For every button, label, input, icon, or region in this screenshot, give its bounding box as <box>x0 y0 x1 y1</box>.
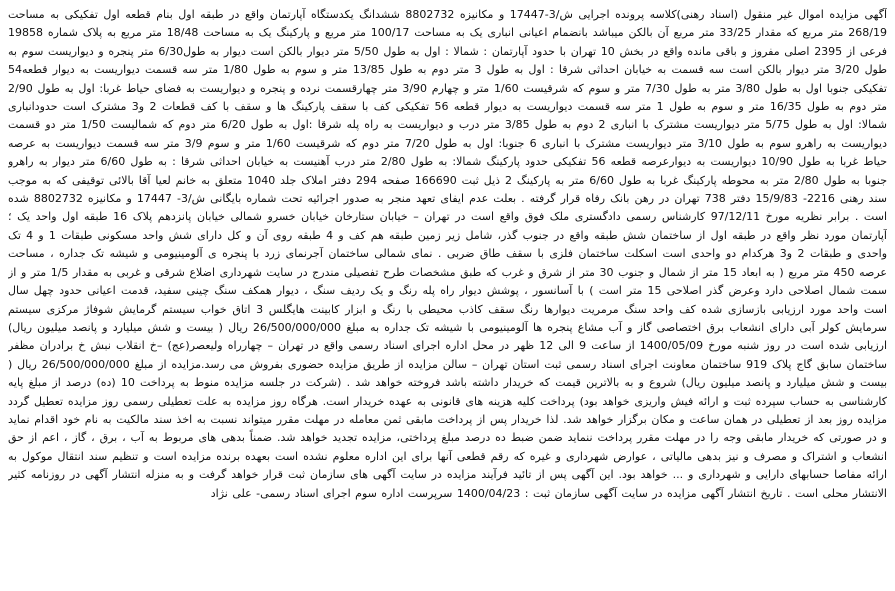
auction-notice <box>8 6 887 587</box>
notice-body-text: آگهی مزایده اموال غیر منقول (اسناد رهنی)کلاسه پرونده اجرایی ش/3-17447 و مکانیزه 8802732 ششدانگ یکدستگاه آپارتمان واقع در طبقه اول بنام قطعه اول تفکیکی به مساحت 268/19 متر مربع که مقدار 33/25 متر مربع آن بالکن میباشد بانضمام اعیانی انباری یک به مساحت 100/17 متر مربع و پارکینگ یک به مساحت 18/48 متر مربع به پلاک شماره 19858 فرعی از 2395 اصلی مفروز و باقی مانده واقع در بخش 10 تهران با حدود آپارتمان : شمالا : اول به طول 5/50 متر دیوار بالکن است دیوار به طول6/30 متر پنجره و دیواریست سوم به طول 3/20 متر دیوار بالکن است سه قسمت به خیابان احداثی شرقا : اول به طول 3 متر دوم به طول 13/85 متر و سوم به طول 1/80 متر سه قسمت دیواریست به دیوار قطعه54 تفکیکی جنوبا اول به طول 3/80 متر به طول 7/30 متر و سوم که شرقیست 1/60 متر و چهارم 3/90 متر چهارقسمت نرده و پنجره و دیواریست به فضای حیاط غربا: اول به طول 2/90 متر دوم به طول 16/35 متر و سوم به طول 1 متر سه قسمت دیواریست به دیوار قطعه 56 تفکیکی کف با سقف پارکینگ ها و سقف با کف قطعات 2 و3 مشترک است حدودانباری شمالا: اول به طول 5/75 متر دیواریست مشترک با انباری 2 دوم به طول 3/85 متر درب و دیواریست به راه پله شرقا :اول به طول 6/20 متر دوم که شمالیست 1/50 متر دو قسمت دیواریست به راهرو سوم به طول 3/10 متر دیواریست مشترک با انباری 6 جنوبا: اول به طول 7/20 متر دوم که شرقیست 1/60 متر و سوم 3/9 متر سه قسمت دیواریست به عرصه حیاط غربا به طول 10/90 دیواریست به دیوارعرصه قطعه 56 تفکیکی حدود پارکینگ شمالا: به طول 2/80 متر درب آهنیست به خیابان احداثی شرقا : به طول 6/60 متر دیوار به راهرو جنوبا به طول 2/80 متر به محوطه پارکینگ غربا به طول 6/60 متر به پارکینگ 2 ذیل ثبت 166690 صفحه 294 دفتر املاک جلد 1040 متعلق به خانم لعیا آقا بالائی توقیفی که به موجب سند رهنی 2216- 15/9/83 دفتر 738 تهران در رهن بانک رفاه قرار گرفته . بعلت عدم ایفای تعهد منجر به صدور اجرائیه تحت شماره بایگانی ش/3- 17447 و مکانیزه 8802732 شده است . برابر نظریه مورخ 97/12/11 کارشناس رسمی دادگستری ملک فوق واقع است در تهران – خیابان ستارخان خیابان خسرو شمالی خیابان پانزدهم پلاک 16 طبقه اول واحد یک ؛ آپارتمان مورد نظر واقع در طبقه اول از ساختمان شش طبقه واقع در جنوب گذر، شامل زیر زمین طبقه هم کف و 4 طبقه روی آن و کل دارای شش واحد مسکونی طبقات 1 و 4 تک واحدی و طبقات 2 و3 هرکدام دو واحدی است اسکلت ساختمان فلزی با سقف طاق ضربی . نمای شمالی ساختمان آجرنمای زرد با پنجره ی آلومینیومی و شیشه تک جداره ، مساحت عرصه 450 متر مربع ( به ابعاد 15 متر از شمال و جنوب 30 متر از شرق و غرب که طبق مشخصات طرح تفصیلی مندرج در سایت شهرداری اضلاع شرقی و غربی به مقدار 1/5 متر و از سمت شمال اصلاحی دارد وعرض گذر اصلاحی 15 متر است ) با آسانسور ، پوشش دیوار راه پله رنگ و یک ردیف سنگ ، دیوار همکف سنگ چینی سفید، قدمت اعیانی حدود چهل سال است واحد مورد ارزیابی بازسازی شده کف واحد سنگ مرمریت دیوارها رنگ سقف کاذب محیطی با رنگ و ابزار کابینت هایگلس 3 اتاق خواب سیستم گرمایش شوفاژ مرکزی سیستم سرمایش کولر آبی دارای انشعاب برق اختصاصی گاز و آب مشاع پنجره ها آلومینیومی با شیشه تک جداره به مبلغ 26/500/000/000 ریال ( بیست و شش میلیارد و پانصد میلیون ریال) ارزیابی شده است در روز شنبه مورخ 1400/05/09 از ساعت 9 الی 12 ظهر در محل اداره اجرای اسناد رسمی واقع در تهران – چهارراه ولیعصر(عج) –خ انقلاب نبش خ برادران مظفر ساختمان سابق گاج پلاک 919 ساختمان معاونت اجرای اسناد رسمی ثبت استان تهران – سالن مزایده از طریق مزایده حضوری بفروش می رسد.مزایده از مبلغ 26/500/000/000 ریال ( بیست و شش میلیارد و پانصد میلیون ریال) شروع و به بالاترین قیمت که خریدار داشته باشد فروخته خواهد شد . (شرکت در جلسه مزایده منوط به پرداخت 10 (ده) درصد از مبلغ پایه کارشناسی به حساب سپرده ثبت و ارائه فیش واریزی خواهد بود) پرداخت کلیه هزینه های قانونی به عهده خریدار است. هرگاه روز مزایده به علت تعطیلی رسمی روز مزایده تعطیل گردد مزایده روز بعد از تعطیلی در همان ساعت و مکان برگزار خواهد شد. لذا خریدار پس از پرداخت مابقی ثمن معامله در مهلت مقرر میتواند نسبت به اخذ سند مالکیت به نام خود اقدام نماید و در صورتی که خریدار مابقی وجه را در مهلت مقرر پرداخت ننماید ضمن ضبط ده درصد مبلغ پرداختی، مزایده تجدید خواهد شد. ضمناً بدهی های مربوط به آب ، برق ، گاز ، اعم از حق انشعاب و اشتراک و مصرف و نیز بدهی مالیاتی ، عوارض شهرداری و غیره که رقم قطعی آنها برای این اداره معلوم نشده است بعهده برنده مزایده است و تنظیم سند انتقال موکول به ارائه مفاصا حسابهای دارایی و شهرداری و ... خواهد بود. این آگهی پس از تائید فرآیند مزایده در سایت آگهی های سازمان ثبت قرار خواهد گرفت و به منزله انتشار آگهی در روزنامه کثیر الانتشار محلی است . تاریخ انتشار آگهی مزایده در سایت آگهی سازمان ثبت : 1400/04/23 سرپرست اداره سوم اجرای اسناد رسمی- علی نژاد <box>8 8 887 500</box>
